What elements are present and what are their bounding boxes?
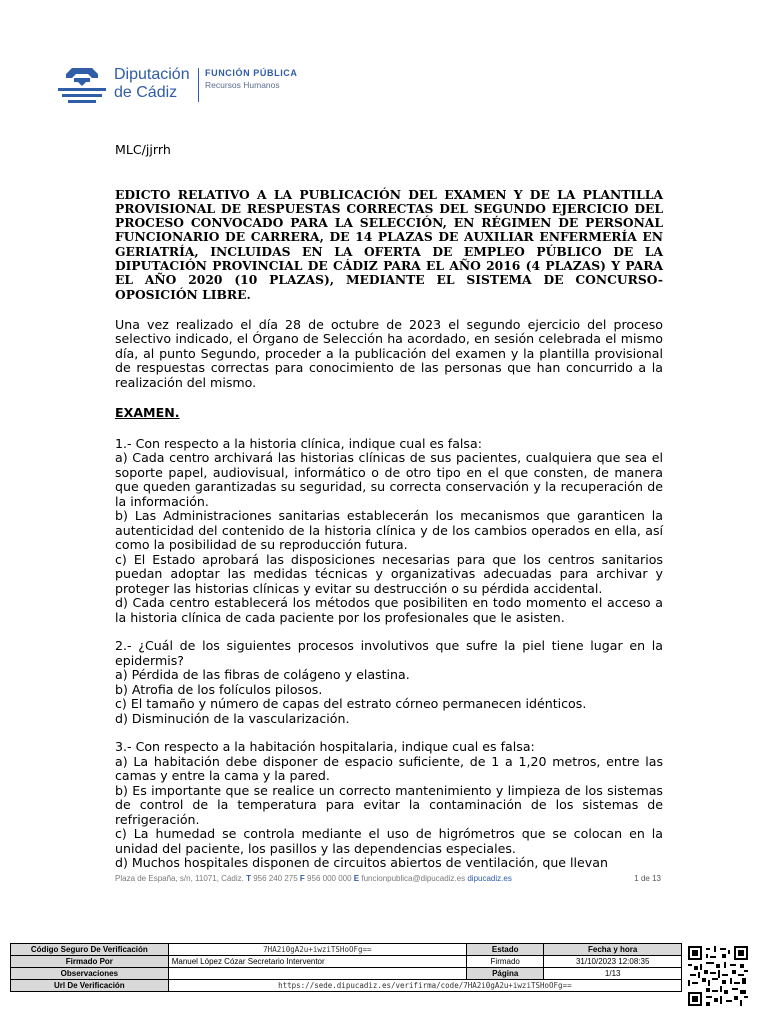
signature-table [10, 943, 682, 992]
csv-label: Código Seguro De Verificación [11, 944, 169, 956]
footer-tel-label: T [246, 874, 251, 883]
document-body [115, 143, 663, 885]
org-name [114, 66, 190, 102]
csv-value: 7HA2i0gA2u+iwziTSHoOFg== [168, 944, 466, 956]
question-option: c) El Estado aprobará las disposiciones necesarias para que los centros sanitarios puedan adoptar las medidas técnicas y organizativas adecuadas para archivar y proteger las historias clínicas y evitar su destrucción o su pérdida accidental. [115, 551, 663, 596]
diputacion-logo-icon [58, 66, 106, 104]
url-value[interactable]: https://sede.dipucadiz.es/verifirma/code/7HA2i0gA2u+iwziTSHoOFg== [168, 980, 681, 992]
qr-code-icon [688, 946, 748, 1006]
org-name-line1: Diputación [114, 66, 190, 83]
question-option: c) El tamaño y número de capas del estrato córneo permanecen idénticos. [115, 696, 587, 712]
footer-address: Plaza de España, s/n, 11071, Cádiz. [115, 874, 244, 883]
estado-value: Firmado [467, 956, 544, 968]
footer-website-link[interactable]: dipucadiz.es [467, 874, 512, 883]
question-option: d) Disminución de la vascularización. [115, 710, 350, 726]
question-stem: 3.- Con respecto a la habitación hospitalaria, indique cual es falsa: [115, 739, 535, 755]
question-3 [115, 740, 663, 871]
signature-row [11, 980, 682, 992]
question-option: d) Muchos hospitales disponen de circuitos abiertos de ventilación, que llevan [115, 855, 608, 871]
question-stem: 1.- Con respecto a la historia clínica, indique cual es falsa: [115, 435, 482, 451]
footer-email-label: E [353, 874, 360, 883]
observaciones-value [168, 968, 466, 980]
firmado-por-label: Firmado Por [11, 956, 169, 968]
question-option: a) Pérdida de las fibras de colágeno y elastina. [115, 667, 410, 683]
question-option: a) Cada centro archivará las historias clínicas de sus pacientes, cualquiera que sea el soporte papel, audiovisual, informático o de otro tipo en el que consten, de manera que queden garantizadas su seguridad, su correcta conservación y la recuperación de la información. [115, 450, 663, 509]
document-reference: MLC/jjrrh [115, 142, 171, 157]
org-name-line2: de Cádiz [114, 84, 178, 101]
logo-divider [198, 68, 199, 102]
section-heading-text: EXAMEN [115, 405, 175, 421]
footer-email[interactable]: funcionpublica@dipucadiz.es [361, 874, 466, 883]
question-option: b) Es importante que se realice un correcto mantenimiento y limpieza de los sistemas de control de la temperatura para evitar la contaminación de los sistemas de refrigeración. [115, 782, 663, 827]
section-heading-suffix: . [174, 405, 180, 421]
signature-row [11, 968, 682, 980]
pagina-label: Página [467, 968, 544, 980]
signature-row [11, 956, 682, 968]
firmado-por-value: Manuel López Cózar Secretario Interventor [168, 956, 466, 968]
question-option: b) Las Administraciones sanitarias establecerán los mecanismos que garanticen la autenticidad del contenido de la historia clínica y de los cambios operados en ella, así como la posibilidad de su reproducción futura. [115, 508, 663, 553]
signature-row [11, 944, 682, 956]
page-footer [115, 874, 663, 883]
footer-tel: 956 240 275 [253, 874, 298, 883]
question-1 [115, 437, 663, 626]
question-option: c) La humedad se controla mediante el uso de higrómetros que se colocan en la unidad del paciente, los pasillos y las dependencias especiales. [115, 826, 663, 856]
section-heading [115, 406, 663, 421]
observaciones-label: Observaciones [11, 968, 169, 980]
intro-paragraph: Una vez realizado el día 28 de octubre de 2023 el segundo ejercicio del proceso selectivo indicado, el Órgano de Selección ha acordado, en sesión celebrada el mismo día, al punto Segundo, proceder a la publicación del examen y la plantilla provisional de respuestas correctas para conocimiento de las personas que han concurrido a la realización del mismo. [115, 316, 663, 390]
question-option: d) Cada centro establecerá los métodos que posibiliten en todo momento el acceso a la historia clínica de cada paciente por los profesionales que le asisten. [115, 595, 663, 625]
question-stem: 2.- ¿Cuál de los siguientes procesos involutivos que sufre la piel tiene lugar en la epidermis? [115, 638, 663, 668]
department-name: FUNCIÓN PÚBLICA [205, 68, 298, 78]
header-logo [58, 66, 308, 108]
footer-fax: 956 000 000 [307, 874, 352, 883]
fecha-label: Fecha y hora [544, 944, 682, 956]
question-2 [115, 639, 663, 726]
question-option: b) Atrofia de los folículos pilosos. [115, 681, 323, 697]
fecha-value: 31/10/2023 12:08:35 [544, 956, 682, 968]
estado-label: Estado [467, 944, 544, 956]
subdepartment-name: Recursos Humanos [205, 80, 280, 90]
pagina-value: 1/13 [544, 968, 682, 980]
footer-fax-label: F [299, 874, 305, 883]
question-option: a) La habitación debe disponer de espacio suficiente, de 1 a 1,20 metros, entre las camas y entre la cama y la pared. [115, 753, 663, 784]
footer-page-number: 1 de 13 [634, 874, 661, 883]
document-title: EDICTO RELATIVO A LA PUBLICACIÓN DEL EXAMEN Y DE LA PLANTILLA PROVISIONAL DE RESPUESTAS CORRECTAS DEL SEGUNDO EJERCICIO DEL PROCESO CONVOCADO PARA LA SELECCIÓN, EN RÉGIMEN DE PERSONAL FUNCIONARIO DE CARRERA, DE 14 PLAZAS DE AUXILIAR ENFERMERÍA EN GERIATRÍA, INCLUIDAS EN LA OFERTA DE EMPLEO PÚBLICO DE LA DIPUTACIÓN PROVINCIAL DE CÁDIZ PARA EL AÑO 2016 (4 PLAZAS) Y PARA EL AÑO 2020 (10 PLAZAS), MEDIANTE EL SISTEMA DE CONCURSO-OPOSICIÓN LIBRE. [115, 186, 663, 302]
url-label: Url De Verificación [11, 980, 169, 992]
